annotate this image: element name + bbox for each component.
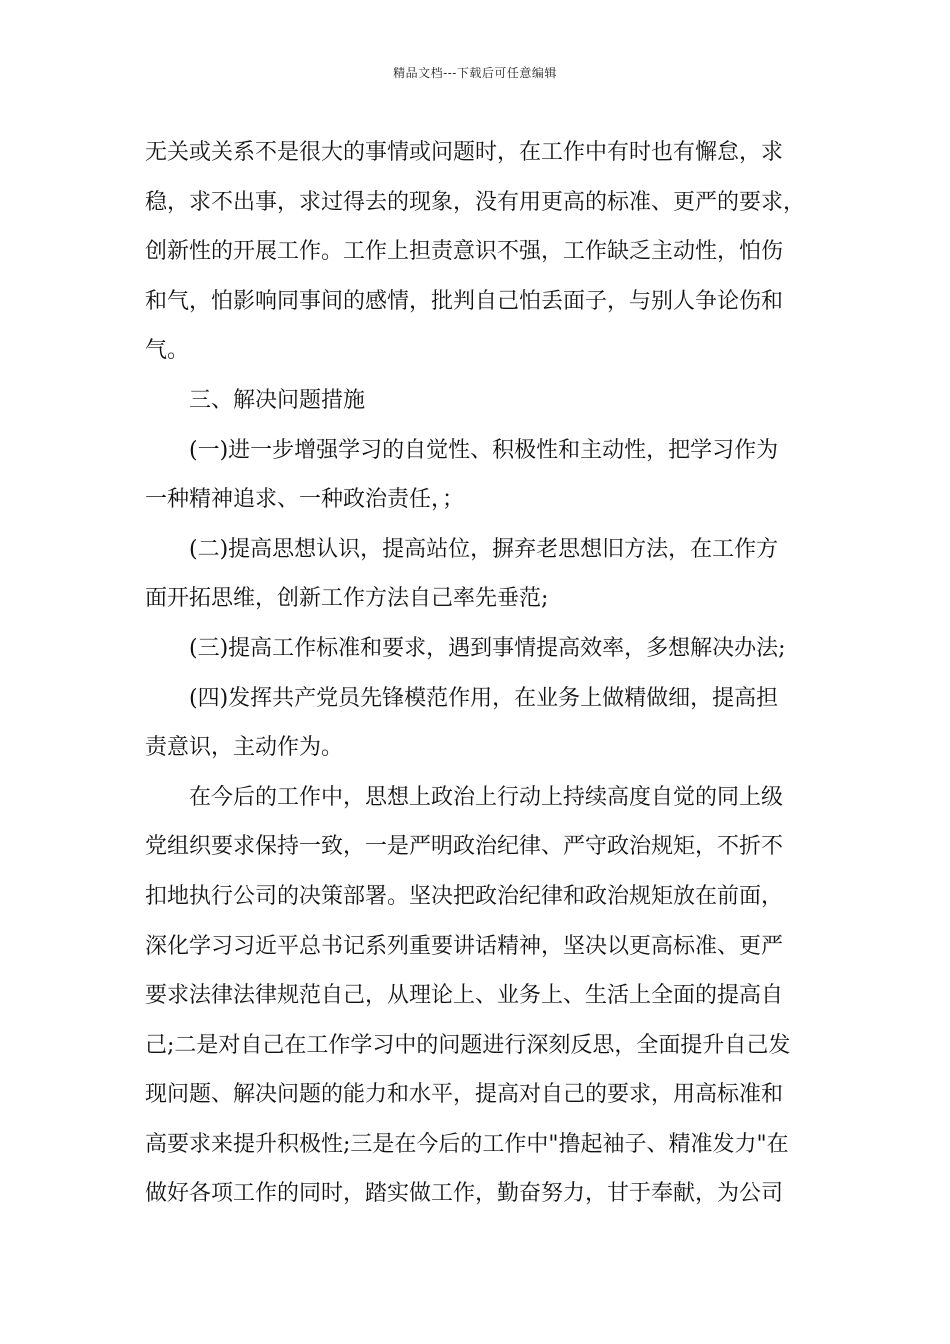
page-header: 精品文档---下载后可任意编辑: [393, 66, 557, 80]
text-line: 深化学习习近平总书记系列重要讲话精神，坚决以更高标准、更严: [145, 933, 784, 959]
text-line: 要求法律法律规范自己，从理论上、业务上、生活上全面的提高自: [145, 983, 784, 1009]
text-line: 己;二是对自己在工作学习中的问题进行深刻反思，全面提升自己发: [145, 1032, 791, 1058]
text-line: 气。: [145, 338, 190, 364]
text-line: 党组织要求保持一致，一是严明政治纪律、严守政治规矩，不折不: [145, 834, 784, 860]
text-line: 面开拓思维，创新工作方法自己率先垂范;: [145, 586, 549, 612]
text-line: 扣地执行公司的决策部署。坚决把政治纪律和政治规矩放在前面，: [145, 883, 784, 909]
text-line: (一)进一步增强学习的自觉性、积极性和主动性，把学习作为: [189, 437, 779, 463]
text-line: 做好各项工作的同时，踏实做工作，勤奋努力，甘于奉献，为公司: [145, 1181, 784, 1207]
text-line: 稳，求不出事，求过得去的现象，没有用更高的标准、更严的要求，: [145, 189, 806, 215]
text-line: 现问题、解决问题的能力和水平，提高对自己的要求，用高标准和: [145, 1082, 784, 1108]
text-line: 创新性的开展工作。工作上担责意识不强，工作缺乏主动性，怕伤: [145, 239, 784, 265]
text-line: (三)提高工作标准和要求，遇到事情提高效率，多想解决办法;: [189, 635, 786, 661]
section-heading: 三、解决问题措施: [189, 387, 366, 413]
text-line: 和气，怕影响同事间的感情，批判自己怕丢面子，与别人争论伤和: [145, 288, 784, 314]
text-line: 责意识，主动作为。: [145, 735, 344, 761]
document-body: [145, 128, 815, 1219]
text-line: (四)发挥共产党员先锋模范作用，在业务上做精做细，提高担: [189, 685, 779, 711]
text-line: 高要求来提升积极性;三是在今后的工作中"撸起袖子、精准发力"在: [145, 1131, 789, 1157]
text-line: (二)提高思想认识，提高站位，摒弃老思想旧方法，在工作方: [189, 536, 779, 562]
text-line: 无关或关系不是很大的事情或问题时，在工作中有时也有懈怠，求: [145, 140, 784, 165]
text-line: 在今后的工作中，思想上政治上行动上持续高度自觉的同上级: [189, 784, 784, 810]
text-line: 一种精神追求、一种政治责任，；: [145, 487, 465, 513]
